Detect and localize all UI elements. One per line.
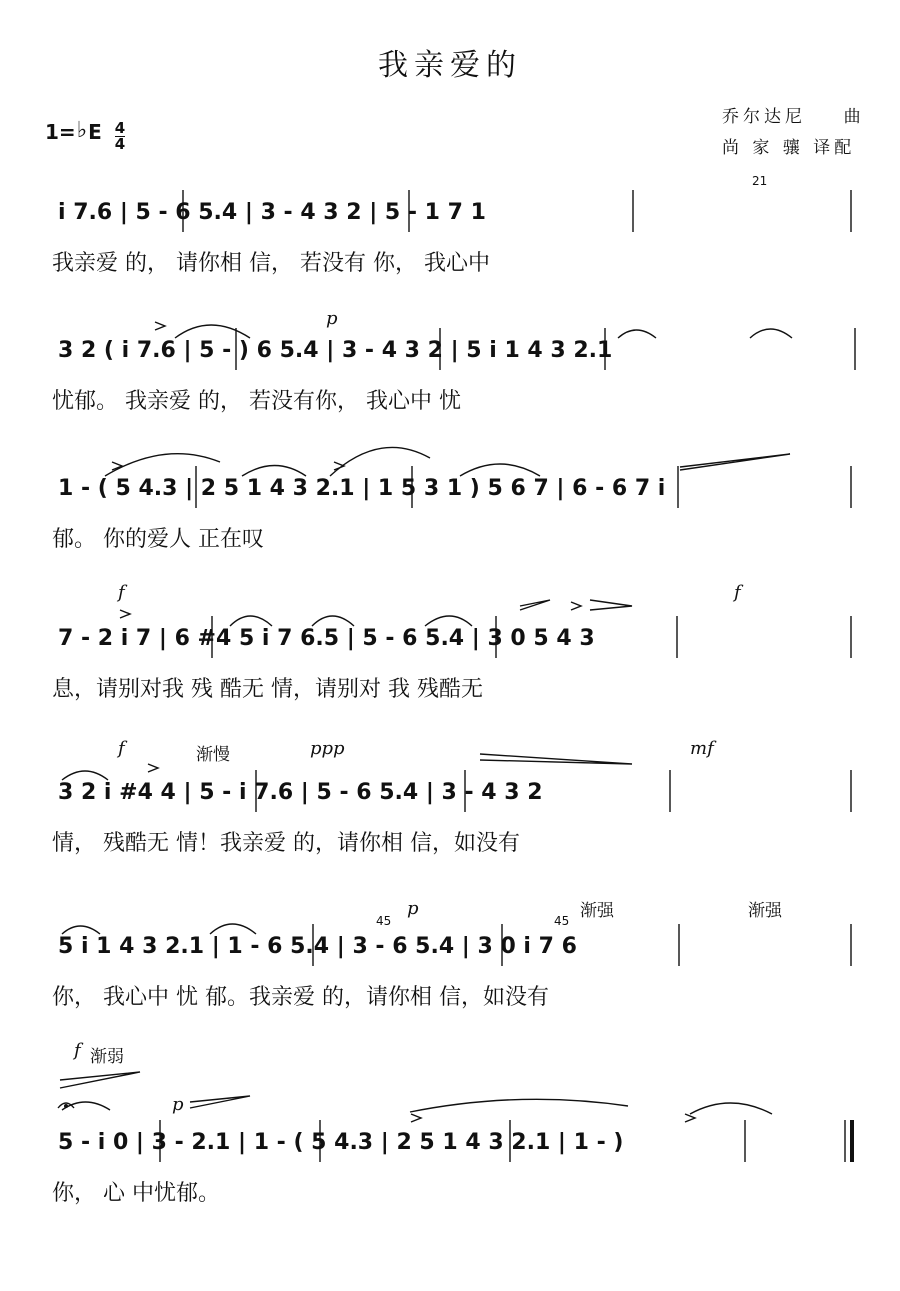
composer-credit: 乔尔达尼 曲 <box>722 107 865 127</box>
lyrics-line <box>52 522 862 554</box>
song-title: 我亲爱的 <box>378 48 522 83</box>
flat-icon: ♭ <box>76 118 88 143</box>
dynamic-mark: mf <box>690 738 714 759</box>
score-row-1 <box>0 174 900 350</box>
dynamic-mark: f <box>118 582 125 603</box>
notation-text: 5 - i 0 | 3 - 2.1 | 1 - ( 5 4.3 | 2 5 1 4 3 2.1 | 1 - ) <box>58 1130 624 1155</box>
lyrics-text: 你， 心 中忧郁。 <box>52 1181 220 1206</box>
time-signature <box>115 121 125 152</box>
lyrics-text: 我亲爱 的， 请你相 信， 若没有 你， 我心中 <box>52 251 490 276</box>
notation-text: 5 i 1 4 3 2.1 | 1 - 6 5.4 | 3 - 6 5.4 | 3 0 i 7 6 <box>58 934 577 959</box>
notation-line <box>52 626 862 666</box>
notation-line <box>52 1130 862 1170</box>
lyrics-text: 情， 残酷无 情！我亲爱 的，请你相 信，如没有 <box>52 831 520 856</box>
tempo-marking: 渐强 <box>748 901 782 921</box>
notation-line <box>52 934 862 974</box>
lyrics-text: 你， 我心中 忧 郁。我亲爱 的，请你相 信，如没有 <box>52 985 549 1010</box>
lyrics-text: 郁。 你的爱人 正在叹 <box>52 527 264 552</box>
time-signature-bottom: 4 <box>114 135 126 153</box>
tempo-marking: 渐强 <box>580 901 614 921</box>
lyrics-line <box>52 980 862 1012</box>
lyrics-line <box>52 384 862 416</box>
score-row-2 <box>0 308 900 488</box>
notation-text: i 7.6 | 5 - 6 5.4 | 3 - 4 3 2 | 5 - 1 7 1 <box>58 200 486 225</box>
score-row-3 <box>0 476 900 626</box>
notation-text: 1 - ( 5 4.3 | 2 5 1 4 3 2.1 | 1 5 3 1 ) 5 6 7 | 6 - 6 7 i <box>58 476 666 501</box>
notation-text: 3 2 i #4 4 | 5 - i 7.6 | 5 - 6 5.4 | 3 - 4 3 2 <box>58 780 543 805</box>
notation-line <box>52 338 862 378</box>
notation-line <box>52 476 862 516</box>
lyrics-line <box>52 1176 862 1208</box>
score-row-6 <box>0 898 900 1084</box>
dynamic-mark: f <box>74 1040 81 1061</box>
notation-line <box>52 200 862 240</box>
tempo-marking: 渐弱 <box>90 1047 124 1067</box>
lyrics-line <box>52 672 862 704</box>
notation-text: 7 - 2 i 7 | 6 #4 5 i 7 6.5 | 5 - 6 5.4 | 3 0 5 4 3 <box>58 626 595 651</box>
key-note: E <box>88 120 102 144</box>
grace-note: 21 <box>752 174 768 188</box>
lyrics-text: 忧郁。 我亲爱 的， 若没有你， 我心中 忧 <box>52 389 461 414</box>
dynamic-mark: f <box>118 738 125 759</box>
notation-text: 3 2 ( i 7.6 | 5 - ) 6 5.4 | 3 - 4 3 2 | 5 i 1 4 3 2.1 <box>58 338 613 363</box>
dynamic-mark: p <box>407 898 419 919</box>
dynamic-mark: f <box>734 582 741 603</box>
tempo-marking: 渐慢 <box>196 745 230 765</box>
key-prefix: 1= <box>45 120 76 144</box>
score-row-4 <box>0 582 900 776</box>
translator-credit: 尚 家 骧 译配 <box>722 138 856 158</box>
dynamic-mark: ppp <box>310 738 345 759</box>
grace-note: 45 <box>554 914 570 928</box>
lyrics-line <box>52 826 862 858</box>
time-signature-top: 4 <box>114 119 126 137</box>
dynamic-mark: p <box>172 1094 184 1115</box>
lyrics-line <box>52 246 862 278</box>
key-signature <box>45 118 125 152</box>
grace-note: 45 <box>376 914 392 928</box>
lyrics-text: 息，请别对我 残 酷无 情，请别对 我 残酷无 <box>52 677 483 702</box>
score-row-7 <box>0 1040 900 1280</box>
notation-line <box>52 780 862 820</box>
dynamic-mark: p <box>326 308 338 329</box>
